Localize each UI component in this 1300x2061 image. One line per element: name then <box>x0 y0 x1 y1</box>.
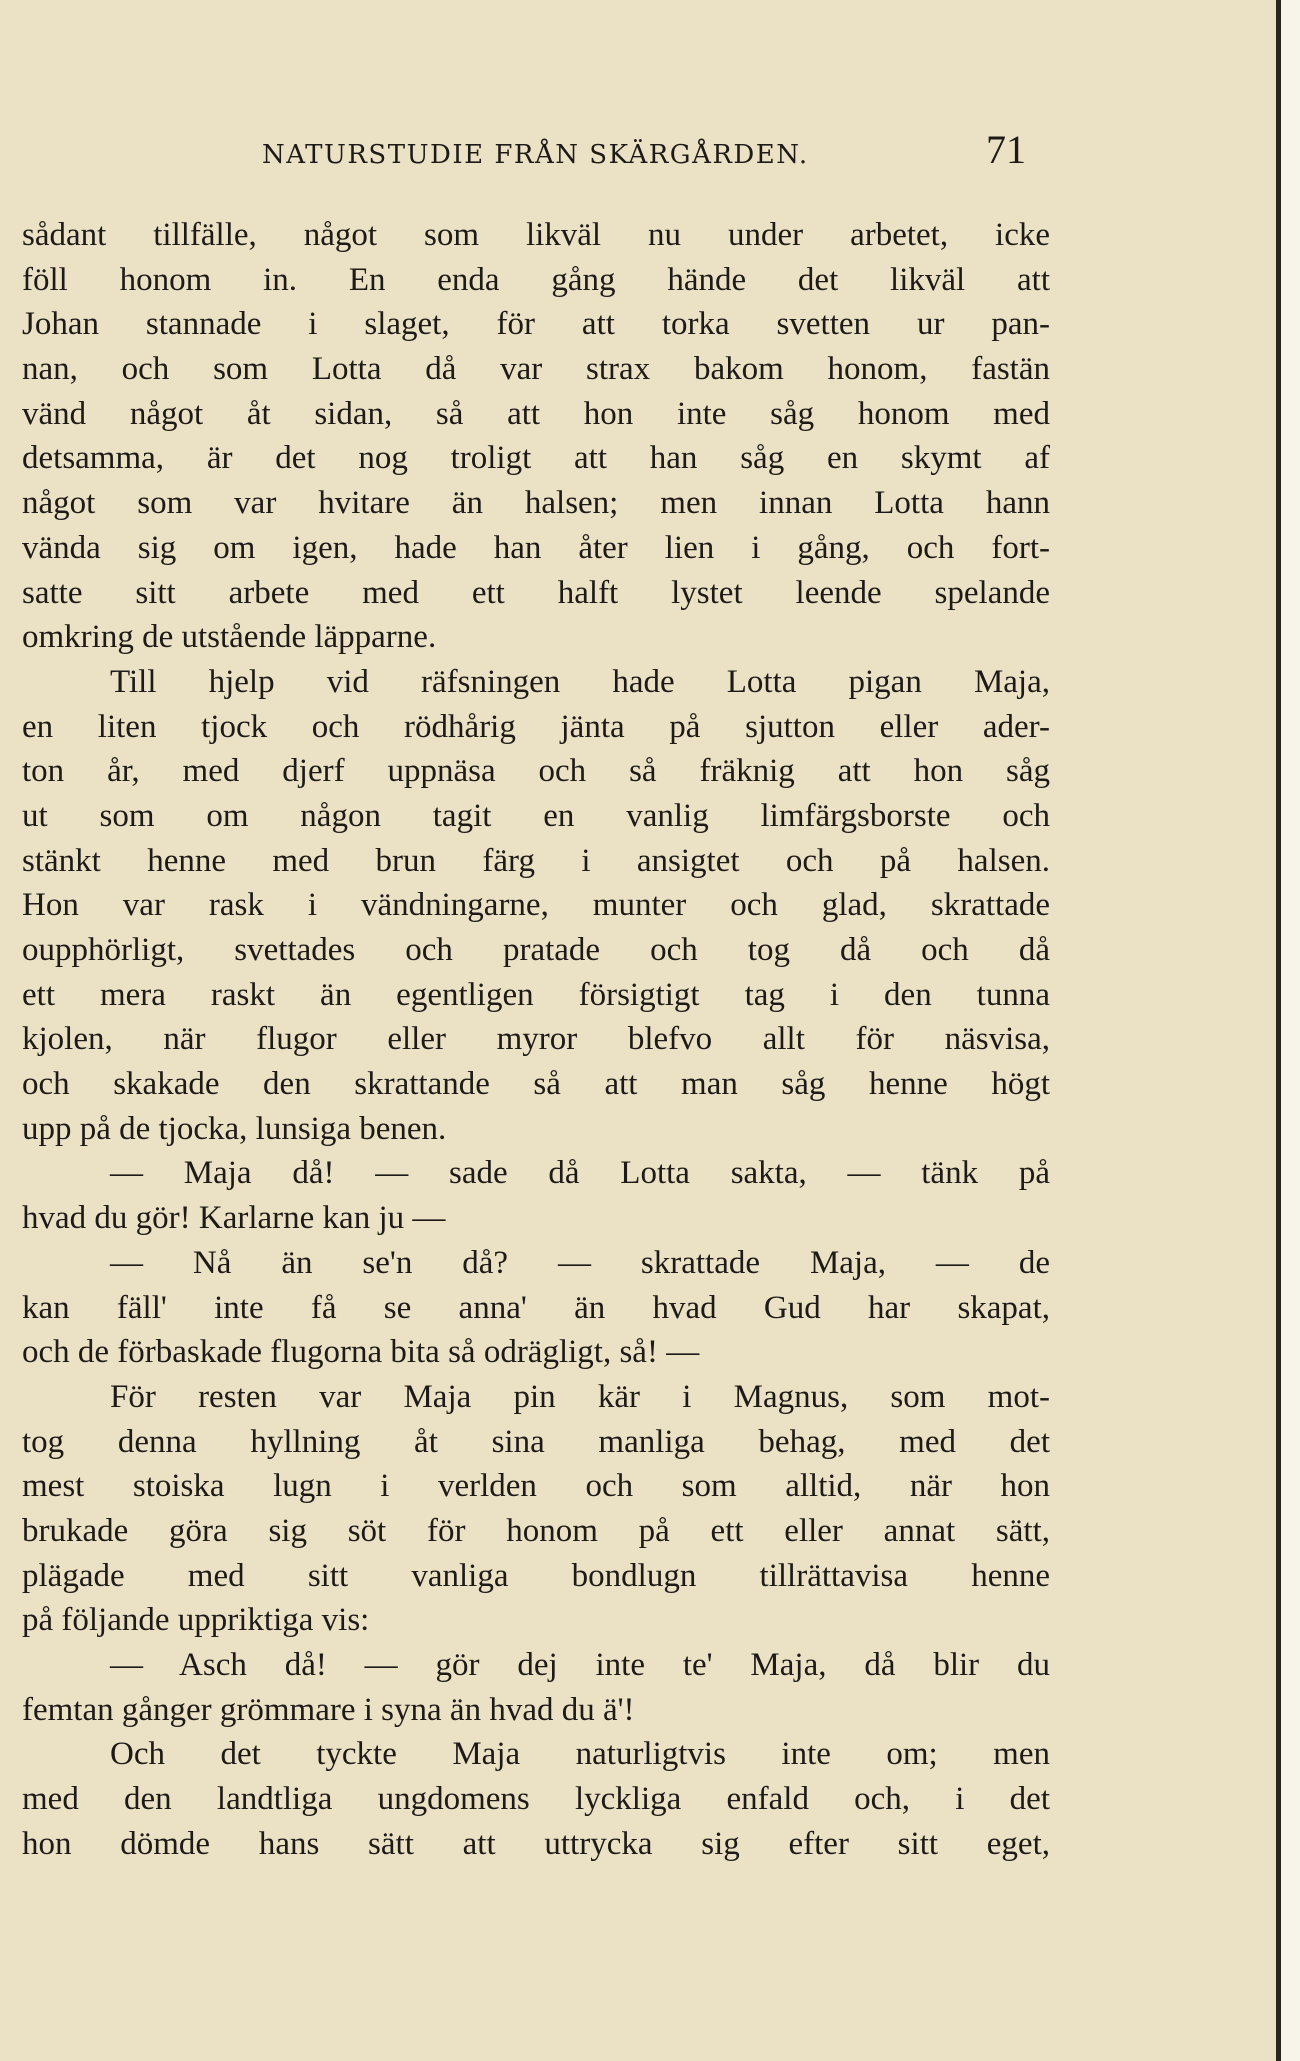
text-line: föll honom in. En enda gång hände det likväl att <box>22 261 1050 298</box>
text-line: Och det tyckte Maja naturligtvis inte om; men <box>110 1736 1050 1773</box>
page-edge <box>1276 0 1300 2061</box>
text-line: ut som om någon tagit en vanlig limfärgsborste och <box>22 797 1050 834</box>
text-line: omkring de utstående läpparne. <box>22 619 437 656</box>
text-line: och skakade den skrattande så att man såg henne högt <box>22 1066 1050 1103</box>
text-line: vända sig om igen, hade han åter lien i gång, och fort- <box>22 529 1050 566</box>
text-line: kan fäll' inte få se anna' än hvad Gud har skapat, <box>22 1289 1050 1326</box>
text-line: brukade göra sig söt för honom på ett eller annat sätt, <box>22 1512 1050 1549</box>
text-line: tog denna hyllning åt sina manliga behag, med det <box>22 1423 1050 1460</box>
text-line: nan, och som Lotta då var strax bakom honom, fastän <box>22 351 1050 388</box>
text-line: hvad du gör! Karlarne kan ju — <box>22 1200 446 1237</box>
running-title: NATURSTUDIE FRÅN SKÄRGÅRDEN. <box>262 140 809 170</box>
text-line: plägade med sitt vanliga bondlugn tillrättavisa henne <box>22 1557 1050 1594</box>
page-header <box>22 126 1050 174</box>
text-line: stänkt henne med brun färg i ansigtet och på halsen. <box>22 842 1050 879</box>
page-number: 71 <box>986 127 1026 172</box>
text-line: För resten var Maja pin kär i Magnus, som mot- <box>110 1378 1050 1415</box>
text-line: hon dömde hans sätt att uttrycka sig efter sitt eget, <box>22 1825 1050 1862</box>
text-line: något som var hvitare än halsen; men innan Lotta hann <box>22 485 1050 522</box>
text-line: ton år, med djerf uppnäsa och så fräknig att hon såg <box>22 753 1050 790</box>
text-line: sådant tillfälle, något som likväl nu under arbetet, icke <box>22 217 1050 253</box>
text-line: vänd något åt sidan, så att hon inte såg honom med <box>22 395 1050 432</box>
text-line: oupphörligt, svettades och pratade och tog då och då <box>22 932 1050 968</box>
text-line: — Maja då! — sade då Lotta sakta, — tänk på <box>110 1155 1050 1192</box>
body-text <box>22 213 1050 1866</box>
text-line: — Nå än se'n då? — skrattade Maja, — de <box>110 1244 1050 1281</box>
text-line: mest stoiska lugn i verlden och som alltid, när hon <box>22 1468 1050 1505</box>
text-line: på följande uppriktiga vis: <box>22 1602 370 1639</box>
text-line: satte sitt arbete med ett halft lystet leende spelande <box>22 574 1050 611</box>
text-line: Hon var rask i vändningarne, munter och glad, skrattade <box>22 887 1050 924</box>
text-line: — Asch då! — gör dej inte te' Maja, då blir du <box>110 1647 1050 1683</box>
text-line: och de förbaskade flugorna bita så odrägligt, så! — <box>22 1334 700 1371</box>
text-line: upp på de tjocka, lunsiga benen. <box>22 1110 447 1147</box>
text-line: femtan gånger grömmare i syna än hvad du ä'! <box>22 1691 635 1728</box>
text-line: ett mera raskt än egentligen försigtigt tag i den tunna <box>22 976 1050 1013</box>
text-line: Johan stannade i slaget, för att torka svetten ur pan- <box>22 306 1050 343</box>
text-line: kjolen, när flugor eller myror blefvo allt för näsvisa, <box>22 1021 1050 1058</box>
text-line: en liten tjock och rödhårig jänta på sjutton eller ader- <box>22 708 1050 745</box>
text-line: med den landtliga ungdomens lyckliga enfald och, i det <box>22 1781 1050 1818</box>
text-line: Till hjelp vid räfsningen hade Lotta pigan Maja, <box>110 663 1050 700</box>
text-line: detsamma, är det nog troligt att han såg en skymt af <box>22 440 1050 477</box>
